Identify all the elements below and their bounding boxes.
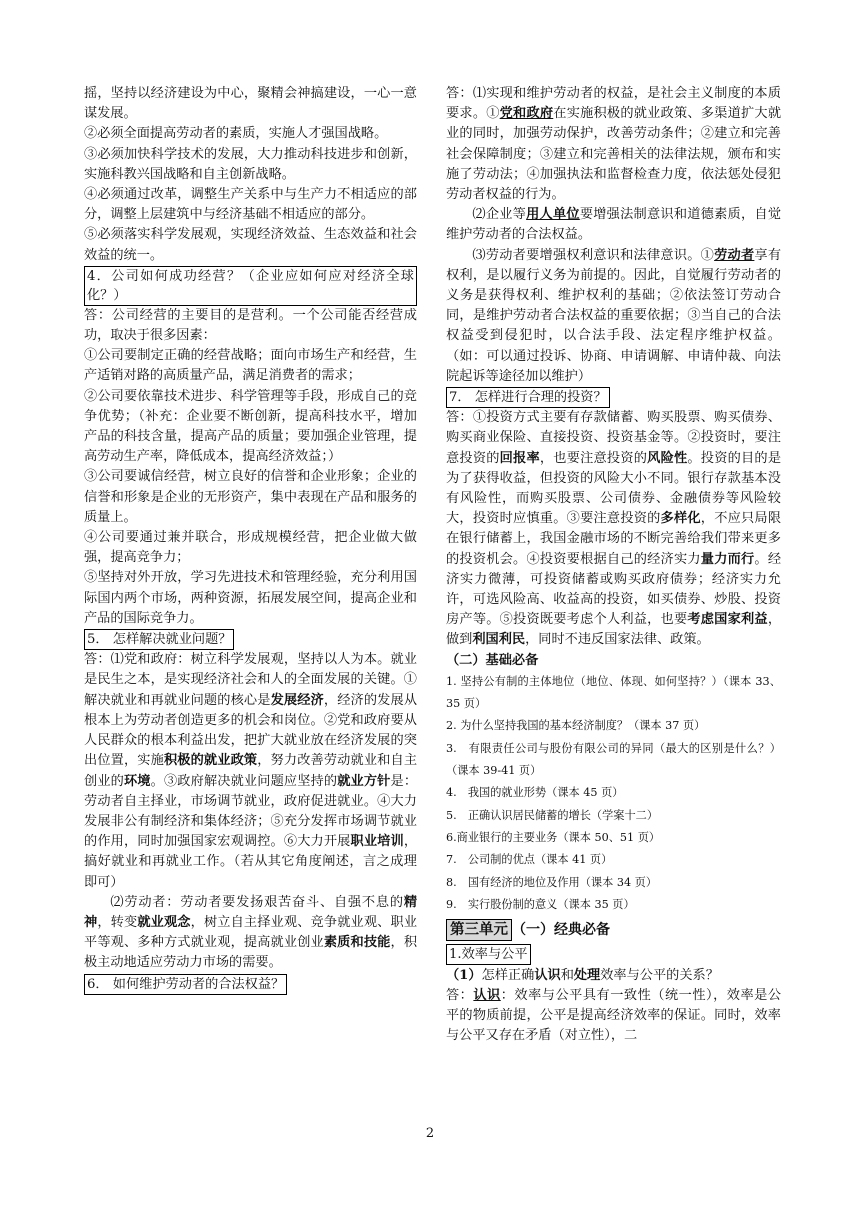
question-heading-5: 5． 怎样解决就业问题？: [84, 629, 234, 650]
paragraph: 摇，坚持以经济建设为中心，聚精会神搞建设，一心一意谋发展。: [84, 86, 417, 122]
unit-title: （一）经典必备: [512, 922, 610, 939]
bold-term: 利国利民: [472, 632, 526, 648]
text-run: 答：⑴实现和维护劳动者的权益，是社会主义制度的本质要求。①: [446, 86, 781, 122]
question-heading-7: 7． 怎样进行合理的投资？: [446, 387, 610, 408]
topic-heading: 1.效率与公平: [446, 944, 531, 965]
answer-paragraph: [84, 650, 417, 892]
unit-heading: [446, 919, 781, 941]
question-heading-6: 6． 如何维护劳动者的合法权益？: [84, 974, 287, 995]
text-run: 在实施积极的就业政策、多渠道扩大就业的同时，加强劳动保护，改善劳动条件；②建立和完善社会保障制度；③建立和完善相关的法律法规，颁布和实施了劳动法；④加强执法和监督检查力度，依法惩处侵犯劳动者权益的行为。: [446, 106, 782, 203]
basics-item: 4. 我国的就业形势（课本 45 页）: [446, 786, 624, 800]
bold-term: 风险性: [647, 450, 688, 466]
basics-heading: （二）基础必备: [446, 652, 539, 668]
text-run: ，不应只局限在银行储蓄上，我国金融市场的不断完善给我们带来更多的投资机会。④投资要根据自己的经济实力: [446, 511, 782, 567]
right-column: [446, 84, 781, 1046]
text-run: 答：⑴党和政府：树立科学发展观，坚持以人为本。就业是民生之本，是实现经济社会和人的全面发展的关键。①解决就业和再就业问题的核心是: [84, 652, 417, 708]
text-run: 答：: [446, 987, 474, 1003]
text-run: ，经济的发展从根本上为劳动者创造更多的机会和岗位。②党和政府要从人民群众的根本利益出发，把扩大就业放在经济发展的突出位置，实施: [84, 692, 418, 769]
answer-paragraph: [446, 408, 781, 650]
answer-point: ③公司要诚信经营，树立良好的信誉和企业形象；企业的信誉和形象是企业的无形资产，集中表现在产品和服务的质量上。: [84, 469, 417, 525]
basics-item: 3. 有限责任公司与股份有限公司的异同（最大的区别是什么？）（课本 39-41 页）: [446, 741, 781, 778]
basics-item: 7. 公司制的优点（课本 41 页）: [446, 853, 613, 867]
bold-term: 职业培训: [350, 834, 404, 850]
basics-item: 5. 正确认识居民储蓄的增长（学案十二）: [446, 808, 659, 822]
bold-term: 认识: [534, 967, 561, 983]
basics-item: 1. 坚持公有制的主体地位（地位、体现、如何坚持？）（课本 33、35 页）: [446, 674, 781, 711]
text-run: 是：劳动者自主择业，市场调节就业，政府促进就业。④大力发展非公有制经济和集体经济；⑤充分发挥市场调节就业的作用，同时加强国家宏观调控。⑥大力开展: [84, 773, 418, 850]
answer-paragraph: [84, 893, 417, 974]
text-run: ，努力改善劳动就业和自主创业的: [84, 753, 418, 789]
text-run: 。③政府解决就业问题应坚持的: [150, 773, 338, 789]
text-run: ⑵劳动者：劳动者要发扬艰苦奋斗、自强不息的: [110, 894, 404, 910]
basics-item: 2. 为什么坚持我国的基本经济制度？（课本 37 页）: [446, 719, 706, 733]
bold-term: 素质和技能: [323, 935, 391, 951]
bold-term: 环境: [123, 773, 151, 789]
text-run: ⑵企业等: [472, 207, 527, 223]
paragraph: ②必须全面提高劳动者的素质，实施人才强国战略。: [84, 126, 388, 142]
text-run: 答：①投资方式主要有存款储蓄、购买股票、购买债券、购买商业保险、直接投资、投资基金等。②投资时，要注意投资的: [446, 410, 781, 466]
text-run: ，积极主动地适应劳动力市场的需要。: [84, 935, 418, 971]
answer-point: ①公司要制定正确的经营战略；面向市场生产和经营，生产适销对路的高质量产品，满足消费者的需求；: [84, 348, 417, 384]
text-run: ，也要注意投资的: [539, 450, 648, 466]
bold-term: 就业方针: [337, 773, 391, 789]
basics-item: 8. 国有经济的地位及作用（课本 34 页）: [446, 875, 658, 889]
answer-paragraph: [446, 986, 781, 1047]
question-heading-4: 4．公司如何成功经营？（企业应如何应对经济全球化？）: [84, 266, 417, 306]
bold-term: 处理: [573, 967, 601, 983]
text-run: ，树立自主择业观、竞争就业观、职业平等观、多种方式就业观，提高就业创业: [84, 914, 418, 951]
bold-term: 回报率: [499, 450, 540, 466]
answer-point: ④公司要通过兼并联合，形成规模经营，把企业做大做强，提高竞争力；: [84, 530, 417, 566]
underlined-term: 用人单位: [526, 207, 580, 223]
paragraph: ③必须加快科学技术的发展，大力推动科技进步和创新，实施科教兴国战略和自主创新战略。: [84, 146, 417, 182]
bold-term: 就业观念: [137, 914, 191, 930]
paragraph: ⑤必须落实科学发展观，实现经济效益、生态效益和社会效益的统一。: [84, 227, 417, 263]
underlined-term: 认识: [473, 987, 501, 1003]
bold-term: 积极的就业政策: [163, 753, 258, 769]
page-number: 2: [425, 1126, 435, 1141]
text-run: 怎样正确: [481, 967, 535, 983]
answer-paragraph: [446, 84, 781, 205]
bold-term: 多样化: [660, 511, 701, 527]
question-line: [446, 966, 781, 986]
answer-intro: 答：公司经营的主要目的是营利。一个公司能否经营成功，取决于很多因素：: [84, 307, 417, 344]
underlined-term: 党和政府: [499, 106, 554, 122]
underlined-term: 劳动者: [714, 247, 755, 263]
text-run: ：效率与公平具有一致性（统一性），效率是公平的物质前提，公平是提高经济效率的保证。同时，效率与公平又存在矛盾（对立性），二: [446, 987, 782, 1044]
answer-point: ⑤坚持对外开放，学习先进技术和管理经验，充分利用国际国内两个市场，两种资源，拓展发展空间，提高企业和产品的国际竞争力。: [84, 570, 417, 626]
text-run: 享有权利，是以履行义务为前提的。因此，自觉履行劳动者的义务是获得权利、维护权利的基础；②依法签订劳动合同，是维护劳动者合法权益的重要依据；③当自己的合法权益受到侵犯时，以合法手段、法定程序维护权益。（如：可以通过投诉、协商、申请调解、申请仲裁、向法院起诉等途径加以维护）: [446, 247, 782, 384]
answer-paragraph: [446, 246, 781, 387]
bold-term: 精神: [84, 894, 417, 930]
bold-term: 考虑国家利益: [687, 612, 768, 628]
bold-term: 量力而行: [700, 551, 755, 567]
text-run: ，转变: [97, 914, 138, 930]
bold-term: 发展经济: [270, 692, 324, 708]
text-run: ，搞好就业和再就业工作。（若从其它角度阐述，言之成理即可）: [84, 834, 418, 890]
text-run: 。经济实力微薄，可投资储蓄或购买政府债券；经济实力允许，可选风险高、收益高的投资，如买债券、炒股、投资房产等。⑤投资既要考虑个人利益，也要: [446, 551, 782, 628]
answer-paragraph: [446, 205, 781, 245]
text-run: 要增强法制意识和道德素质，自觉维护劳动者的合法权益。: [446, 207, 782, 243]
text-run: ⑶劳动者要增强权利意识和法律意识。①: [472, 247, 715, 263]
question-number: （1）: [446, 967, 482, 983]
text-run: ，做到: [446, 612, 781, 648]
left-column: [84, 84, 417, 995]
basics-item: 6.商业银行的主要业务（课本 50、51 页）: [446, 830, 661, 844]
unit-label: 第三单元: [446, 919, 512, 941]
text-run: 效率与公平的关系？: [600, 967, 719, 983]
text-run: ，同时不违反国家法律、政策。: [525, 632, 710, 648]
paragraph: ④必须通过改革，调整生产关系中与生产力不相适应的部分，调整上层建筑中与经济基础不相适应的部分。: [84, 187, 417, 223]
basics-item: 9. 实行股份制的意义（课本 35 页）: [446, 897, 635, 911]
answer-point: ②公司要依靠技术进步、科学管理等手段，形成自己的竞争优势；（补充：企业要不断创新，提高科技水平，增加产品的科技含量，提高产品的质量；要加强企业管理，提高劳动生产率，降低成本，提高经济效益；）: [84, 388, 417, 465]
text-run: 和: [560, 967, 574, 983]
text-run: 。投资的目的是为了获得收益，但投资的风险大小不同。银行存款基本没有风险性，而购买股票、公司债券、金融债券等风险较大，投资时应慎重。③要注意投资的: [446, 450, 782, 527]
